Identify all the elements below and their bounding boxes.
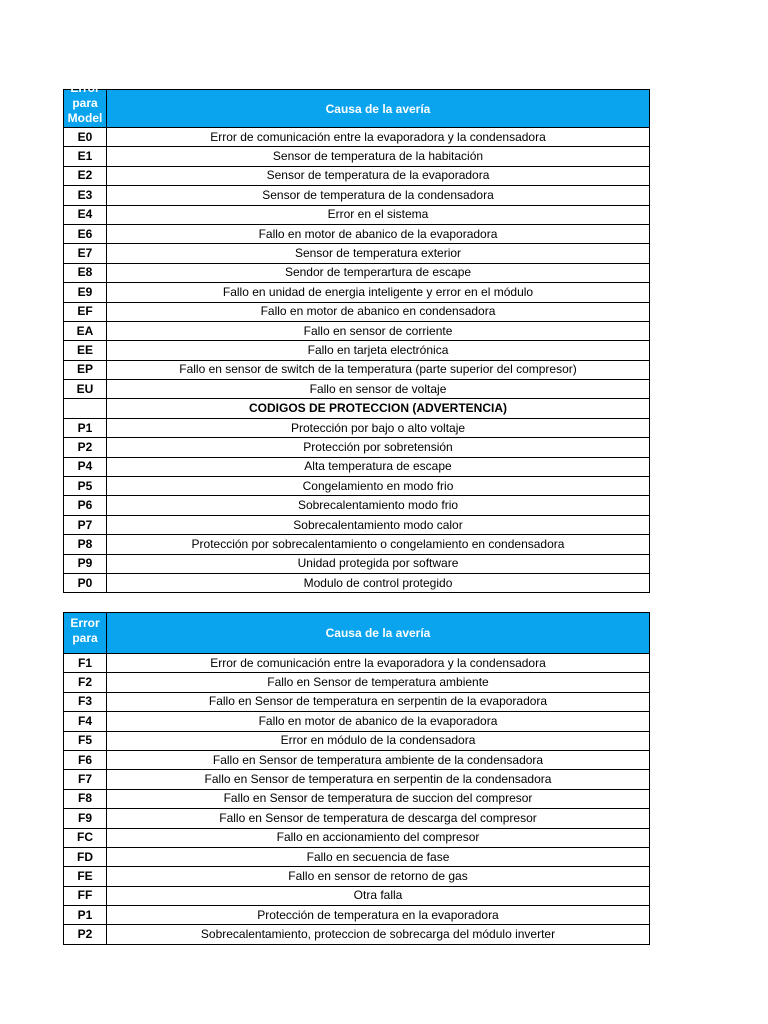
header-code: Error para [64, 613, 107, 654]
cause-cell: Fallo en Sensor de temperatura de descarga del compresor [107, 809, 650, 828]
error-code-cell: E3 [64, 186, 107, 205]
cause-cell: Sobrecalentamiento, proteccion de sobrecarga del módulo inverter [107, 925, 650, 944]
cause-cell: Fallo en accionamiento del compresor [107, 828, 650, 847]
table-row [64, 847, 650, 866]
table-row [64, 302, 650, 321]
cause-cell: Protección de temperatura en la evaporadora [107, 906, 650, 925]
table-row [64, 654, 650, 673]
table-row [64, 496, 650, 515]
error-code-cell: F3 [64, 692, 107, 711]
cause-cell: Fallo en secuencia de fase [107, 847, 650, 866]
table-header-row [64, 90, 650, 128]
cause-cell: Fallo en Sensor de temperatura en serpentin de la evaporadora [107, 692, 650, 711]
table-row [64, 692, 650, 711]
cause-cell: Fallo en motor de abanico de la evaporadora [107, 712, 650, 731]
table-row [64, 886, 650, 905]
cause-cell: Error en el sistema [107, 205, 650, 224]
error-code-cell: EA [64, 321, 107, 340]
error-code-cell: E7 [64, 244, 107, 263]
table-row [64, 554, 650, 573]
cause-cell: Error en módulo de la condensadora [107, 731, 650, 750]
table-row [64, 205, 650, 224]
cause-cell: Fallo en tarjeta electrónica [107, 341, 650, 360]
table-body [64, 128, 650, 593]
table-row [64, 438, 650, 457]
table-row [64, 147, 650, 166]
table-row [64, 380, 650, 399]
error-code-cell: E1 [64, 147, 107, 166]
error-code-cell: F4 [64, 712, 107, 731]
table-row [64, 244, 650, 263]
cause-cell: Protección por bajo o alto voltaje [107, 418, 650, 437]
error-code-cell: FE [64, 867, 107, 886]
table-row [64, 906, 650, 925]
cause-cell: Error de comunicación entre la evaporadora y la condensadora [107, 654, 650, 673]
cause-cell: Unidad protegida por software [107, 554, 650, 573]
error-code-cell: F5 [64, 731, 107, 750]
cause-cell: Error de comunicación entre la evaporadora y la condensadora [107, 128, 650, 147]
error-code-cell: P8 [64, 535, 107, 554]
cause-cell: Fallo en Sensor de temperatura ambiente [107, 673, 650, 692]
error-code-cell: FD [64, 847, 107, 866]
cause-cell: Fallo en motor de abanico de la evaporadora [107, 224, 650, 243]
cause-cell: Fallo en motor de abanico en condensadora [107, 302, 650, 321]
cause-cell: Otra falla [107, 886, 650, 905]
table-row [64, 263, 650, 282]
error-code-cell: P2 [64, 925, 107, 944]
error-codes-table-2 [63, 612, 650, 945]
error-code-cell: P7 [64, 515, 107, 534]
cause-cell: Fallo en unidad de energia inteligente y error en el módulo [107, 283, 650, 302]
cause-cell: Fallo en sensor de retorno de gas [107, 867, 650, 886]
table-row [64, 166, 650, 185]
table-row [64, 925, 650, 944]
table-row [64, 128, 650, 147]
cause-cell: Modulo de control protegido [107, 573, 650, 592]
table-row [64, 731, 650, 750]
error-code-cell: F8 [64, 789, 107, 808]
error-code-cell: E8 [64, 263, 107, 282]
error-code-cell: E2 [64, 166, 107, 185]
error-code-cell: E9 [64, 283, 107, 302]
table-row [64, 418, 650, 437]
table-row [64, 321, 650, 340]
error-code-cell: P2 [64, 438, 107, 457]
table-row [64, 457, 650, 476]
table-row [64, 283, 650, 302]
error-code-cell [64, 399, 107, 418]
table-row [64, 515, 650, 534]
cause-cell: Fallo en Sensor de temperatura ambiente de la condensadora [107, 750, 650, 769]
cause-cell: Alta temperatura de escape [107, 457, 650, 476]
table-header-row [64, 613, 650, 654]
table-row [64, 573, 650, 592]
table-row [64, 789, 650, 808]
error-code-cell: P6 [64, 496, 107, 515]
error-code-cell: F1 [64, 654, 107, 673]
cause-cell: Sobrecalentamiento modo frio [107, 496, 650, 515]
cause-cell: Sendor de temperartura de escape [107, 263, 650, 282]
error-code-cell: P9 [64, 554, 107, 573]
cause-cell: Sobrecalentamiento modo calor [107, 515, 650, 534]
error-code-cell: F7 [64, 770, 107, 789]
error-code-cell: P1 [64, 418, 107, 437]
error-code-cell: FF [64, 886, 107, 905]
error-code-cell: E4 [64, 205, 107, 224]
error-code-cell: F9 [64, 809, 107, 828]
cause-cell: Fallo en sensor de switch de la temperatura (parte superior del compresor) [107, 360, 650, 379]
table-row [64, 867, 650, 886]
table-row [64, 770, 650, 789]
cause-cell: Protección por sobrecalentamiento o congelamiento en condensadora [107, 535, 650, 554]
header-cause: Causa de la avería [107, 90, 650, 128]
cause-cell: Sensor de temperatura de la habitación [107, 147, 650, 166]
cause-cell: Fallo en Sensor de temperatura en serpentin de la condensadora [107, 770, 650, 789]
cause-cell: Congelamiento en modo frio [107, 477, 650, 496]
cause-cell: Protección por sobretensión [107, 438, 650, 457]
error-code-cell: E6 [64, 224, 107, 243]
error-codes-table-1 [63, 81, 650, 593]
error-code-cell: P1 [64, 906, 107, 925]
cause-cell: Fallo en Sensor de temperatura de succion del compresor [107, 789, 650, 808]
error-code-cell: F2 [64, 673, 107, 692]
error-code-cell: P4 [64, 457, 107, 476]
error-code-cell: EE [64, 341, 107, 360]
table-row [64, 712, 650, 731]
cause-cell: Sensor de temperatura exterior [107, 244, 650, 263]
error-code-cell: EP [64, 360, 107, 379]
section-header-row [64, 399, 650, 418]
table-row [64, 809, 650, 828]
table-row [64, 828, 650, 847]
error-code-cell: P5 [64, 477, 107, 496]
table-row [64, 224, 650, 243]
table-row [64, 186, 650, 205]
error-code-cell: F6 [64, 750, 107, 769]
cause-cell: Fallo en sensor de voltaje [107, 380, 650, 399]
table-row [64, 477, 650, 496]
error-code-cell: EU [64, 380, 107, 399]
table-row [64, 535, 650, 554]
table-row [64, 341, 650, 360]
error-code-cell: E0 [64, 128, 107, 147]
header-code: Error para Model [64, 90, 107, 128]
section-title-cell: CODIGOS DE PROTECCION (ADVERTENCIA) [107, 399, 650, 418]
cause-cell: Fallo en sensor de corriente [107, 321, 650, 340]
cause-cell: Sensor de temperatura de la condensadora [107, 186, 650, 205]
header-cause: Causa de la avería [107, 613, 650, 654]
error-code-cell: P0 [64, 573, 107, 592]
table-row [64, 673, 650, 692]
table-row [64, 360, 650, 379]
cause-cell: Sensor de temperatura de la evaporadora [107, 166, 650, 185]
error-code-cell: EF [64, 302, 107, 321]
table-body [64, 654, 650, 945]
error-code-cell: FC [64, 828, 107, 847]
table-row [64, 750, 650, 769]
